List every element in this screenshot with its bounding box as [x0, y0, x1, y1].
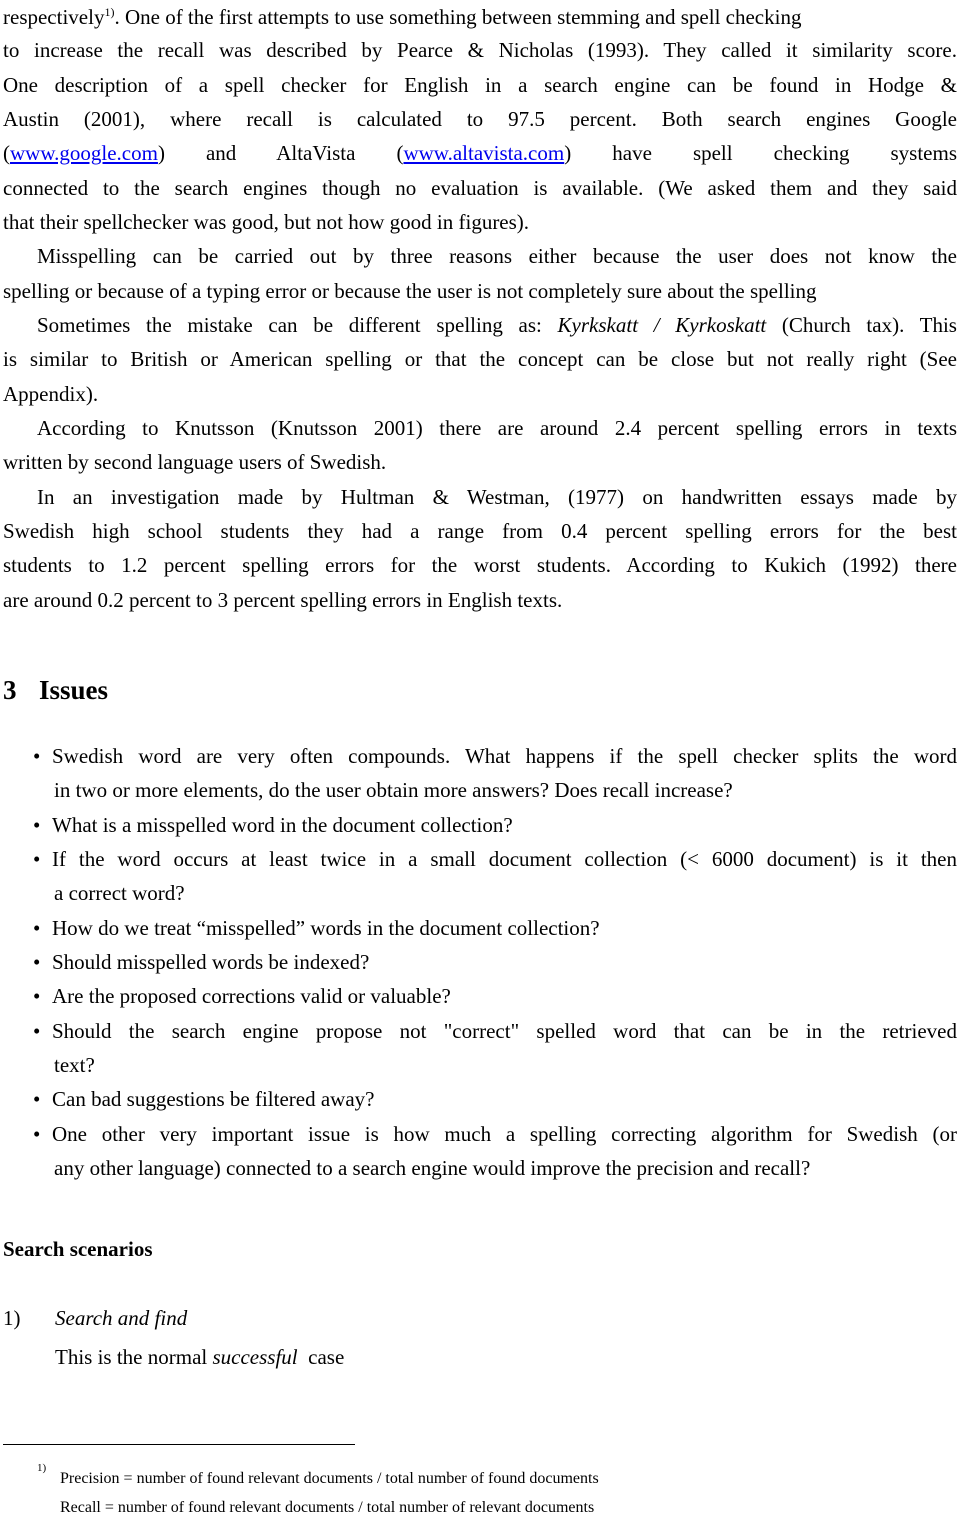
list-item-continuation: any other language) connected to a search engine would improve the precision and recall? — [54, 1156, 811, 1180]
bullet-icon: • — [33, 1019, 41, 1043]
footnote-line: Precision = number of found relevant documents / total number of found documents — [60, 1470, 599, 1487]
bullet-icon: • — [33, 813, 41, 837]
text-line: Appendix). — [3, 382, 99, 406]
list-item: • Can bad suggestions be filtered away? — [33, 1082, 957, 1116]
footnote-ref[interactable]: 1) — [104, 5, 115, 19]
text-line: respectively$^{1)}$. One of the first attempts to use something between stemming and spell checking — [3, 5, 802, 29]
list-item-continuation: in two or more elements, do the user obtain more answers? Does recall increase? — [54, 778, 733, 802]
list-item: • Are the proposed corrections valid or valuable? — [33, 979, 957, 1013]
list-item: • Swedish word are very often compounds. What happens if the spell checker splits the word — [33, 739, 957, 773]
link-google[interactable]: www.google.com — [10, 141, 158, 165]
footnote-divider — [3, 1444, 355, 1445]
section-heading — [3, 670, 108, 710]
list-item: • One other very important issue is how much a spelling correcting algorithm for Swedish (or — [33, 1117, 957, 1151]
text-line: Swedish high school students they had a range from 0.4 percent spelling errors for the best — [3, 519, 957, 543]
list-item: • Should misspelled words be indexed? — [33, 945, 957, 979]
text-line: that their spellchecker was good, but not how good in figures). — [3, 210, 530, 234]
section-title: Issues — [39, 675, 109, 705]
subheading-search-scenarios: Search scenarios — [3, 1237, 153, 1261]
text-line: (www.google.com) and AltaVista (www.altavista.com) have spell checking systems — [3, 141, 957, 165]
scenario-title: Search and find — [55, 1306, 188, 1330]
scenario-item — [3, 1301, 187, 1335]
text-line: students to 1.2 percent spelling errors for the worst students. According to Kukich (1992) there — [3, 553, 957, 577]
bullet-icon: • — [33, 1087, 41, 1111]
section-number: 3 — [3, 675, 17, 705]
bullet-icon: • — [33, 1122, 41, 1146]
scenario-number: 1) — [3, 1306, 21, 1330]
bullet-icon: • — [33, 744, 41, 768]
footnote-mark: 1) — [37, 1462, 47, 1474]
text-line: One description of a spell checker for English in a search engine can be found in Hodge & — [3, 73, 957, 97]
text-line: Austin (2001), where recall is calculated to 97.5 percent. Both search engines Google — [3, 107, 957, 131]
list-item: • Should the search engine propose not "correct" spelled word that can be in the retrieved — [33, 1014, 957, 1048]
text-line: are around 0.2 percent to 3 percent spelling errors in English texts. — [3, 588, 563, 612]
bullet-icon: • — [33, 847, 41, 871]
list-item: • How do we treat “misspelled” words in the document collection? — [33, 911, 957, 945]
list-item: • What is a misspelled word in the document collection? — [33, 808, 957, 842]
scenario-description: This is the normal successful case — [55, 1345, 345, 1369]
text-line: Misspelling can be carried out by three reasons either because the user does not know the — [37, 244, 957, 268]
text-line: spelling or because of a typing error or because the user is not completely sure about the spelling — [3, 279, 817, 303]
bullet-icon: • — [33, 984, 41, 1008]
text-line: connected to the search engines though no evaluation is available. (We asked them and they said — [3, 176, 957, 200]
link-altavista[interactable]: www.altavista.com — [403, 141, 565, 165]
bullet-icon: • — [33, 950, 41, 974]
text-line: is similar to British or American spelling or that the concept can be close but not really right (See — [3, 347, 957, 371]
list-item: • If the word occurs at least twice in a small document collection (< 6000 document) is it then — [33, 842, 957, 876]
text-line: According to Knutsson (Knutsson 2001) there are around 2.4 percent spelling errors in texts — [37, 416, 957, 440]
list-item-continuation: a correct word? — [54, 881, 185, 905]
footnote-line: Recall = number of found relevant documents / total number of relevant documents — [60, 1499, 595, 1516]
list-item-continuation: text? — [54, 1053, 95, 1077]
text-line: In an investigation made by Hultman & Westman, (1977) on handwritten essays made by — [37, 485, 957, 509]
bullet-icon: • — [33, 916, 41, 940]
text-line: to increase the recall was described by Pearce & Nicholas (1993). They called it similarity score. — [3, 38, 957, 62]
text-line: written by second language users of Swedish. — [3, 450, 387, 474]
text-line: Sometimes the mistake can be different spelling as: Kyrkskatt / Kyrkoskatt (Church tax). This — [37, 313, 957, 337]
